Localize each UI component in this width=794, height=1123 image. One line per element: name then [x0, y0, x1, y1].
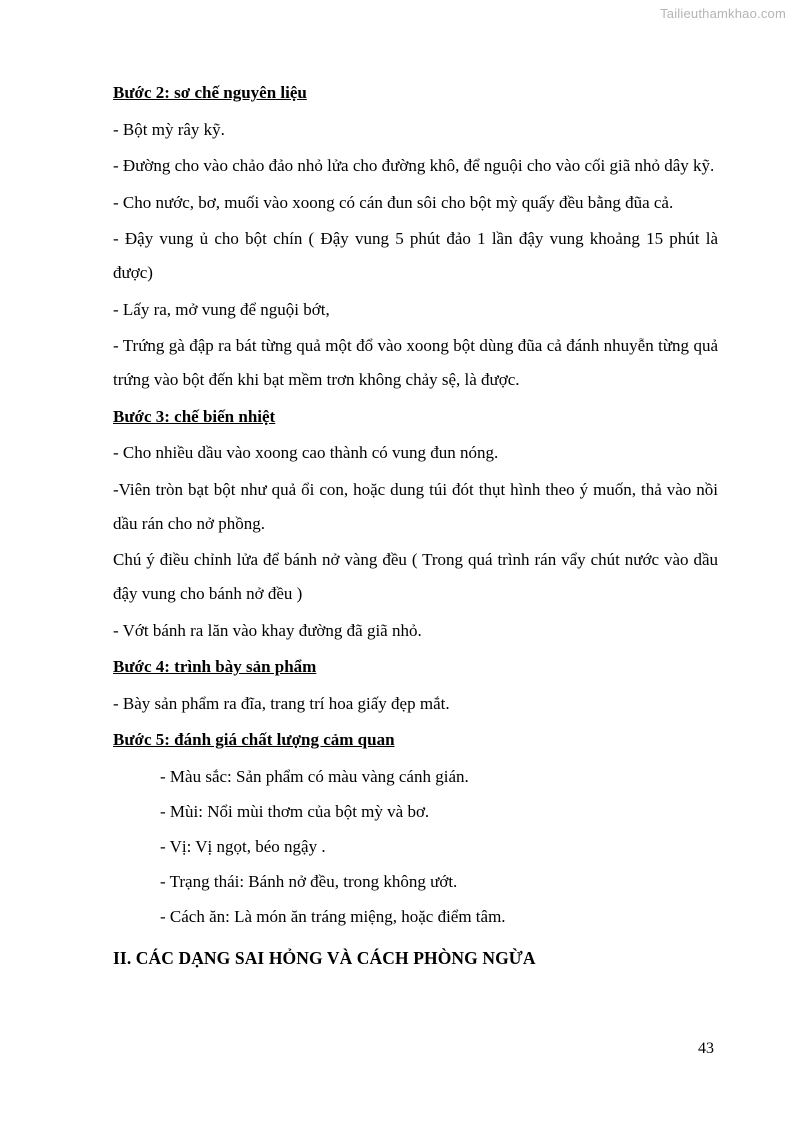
- paragraph: - Đậy vung ủ cho bột chín ( Đậy vung 5 phút đảo 1 lần đậy vung khoảng 15 phút là được): [113, 229, 718, 282]
- step-4-heading: Bước 4: trình bày sản phẩm: [113, 657, 317, 676]
- paragraph: - Bày sản phẩm ra đĩa, trang trí hoa giấy đẹp mắt.: [113, 693, 450, 713]
- paragraph: - Đường cho vào chảo đảo nhỏ lửa cho đường khô, để nguội cho vào cối giã nhỏ dây kỹ.: [113, 156, 715, 175]
- evaluation-item: - Trạng thái: Bánh nở đều, trong không ướt.: [160, 871, 458, 891]
- paragraph: -Viên tròn bạt bột như quả ổi con, hoặc dung túi đót thụt hình theo ý muốn, thả vào nồi dầu rán cho nở phồng.: [113, 479, 718, 533]
- document-body: [113, 76, 718, 977]
- paragraph: - Bột mỳ rây kỹ.: [113, 119, 225, 139]
- paragraph: - Cho nhiều dầu vào xoong cao thành có vung đun nóng.: [113, 443, 499, 462]
- paragraph: Chú ý điều chỉnh lửa để bánh nở vàng đều ( Trong quá trình rán vẩy chút nước vào dầu đậy vung cho bánh nở đều ): [113, 550, 718, 603]
- step-3-heading: Bước 3: chế biến nhiệt: [113, 406, 276, 426]
- paragraph: - Cho nước, bơ, muối vào xoong có cán đun sôi cho bột mỳ quấy đều bằng đũa cả.: [113, 192, 674, 212]
- evaluation-item: - Vị: Vị ngọt, béo ngậy .: [160, 836, 326, 856]
- paragraph: - Lấy ra, mở vung để nguội bớt,: [113, 299, 330, 319]
- page-number: 43: [698, 1040, 714, 1057]
- section-title: II. CÁC DẠNG SAI HỎNG VÀ CÁCH PHÒNG NGỪA: [113, 947, 536, 968]
- evaluation-item: - Cách ăn: Là món ăn tráng miệng, hoặc điểm tâm.: [160, 906, 506, 926]
- evaluation-item: - Mùi: Nổi mùi thơm của bột mỳ và bơ.: [160, 801, 430, 821]
- step-5-heading: Bước 5: đánh giá chất lượng cảm quan: [113, 730, 395, 749]
- evaluation-item: - Màu sắc: Sản phẩm có màu vàng cánh gián.: [160, 766, 469, 786]
- paragraph: - Trứng gà đập ra bát từng quả một đổ vào xoong bột dùng đũa cả đánh nhuyễn từng quả trứng vào bột đến khi bạt mềm trơn không chảy sệ, là được.: [113, 336, 718, 389]
- watermark-text: Tailieuthamkhao.com: [660, 6, 786, 21]
- step-2-heading: Bước 2: sơ chế nguyên liệu: [113, 83, 307, 102]
- paragraph: - Vớt bánh ra lăn vào khay đường đã giã nhỏ.: [113, 620, 422, 640]
